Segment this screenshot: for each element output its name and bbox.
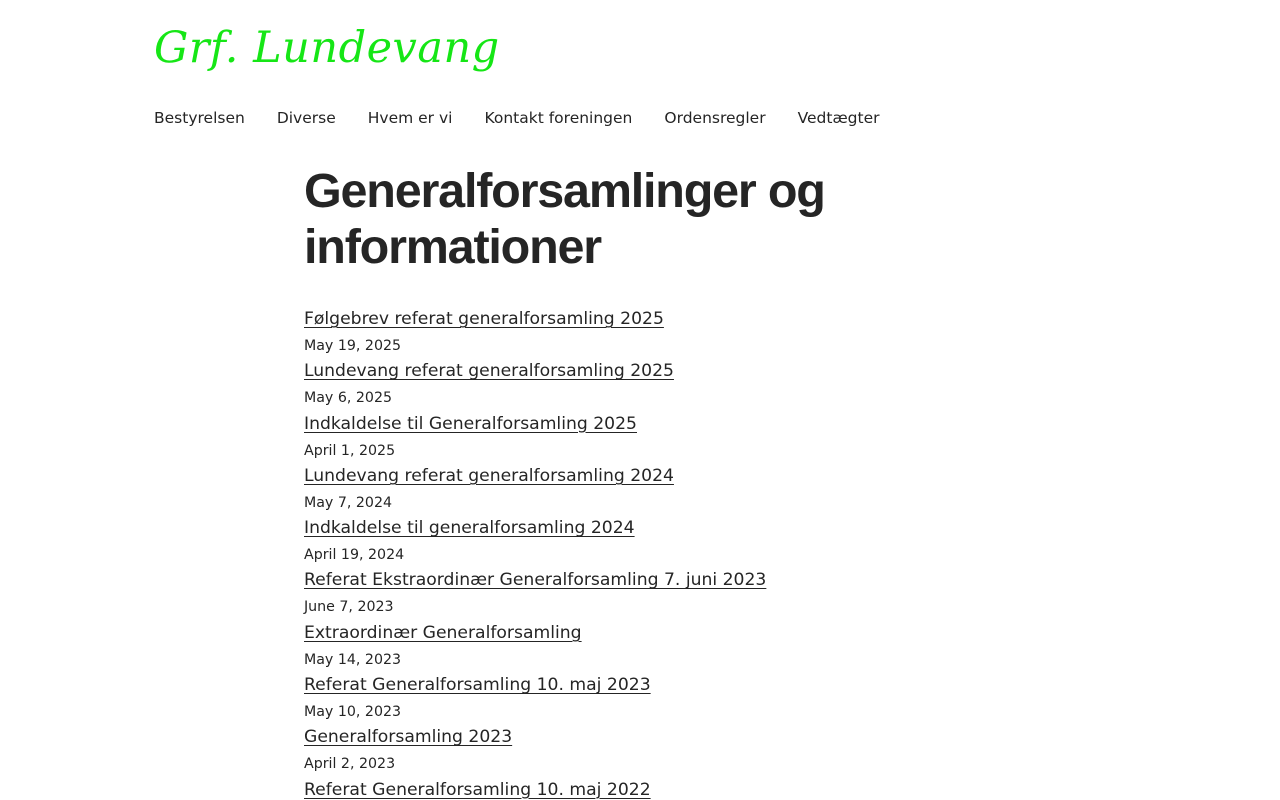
post-date: April 1, 2025: [304, 442, 396, 459]
post-link[interactable]: Referat Generalforsamling 10. maj 2023: [304, 675, 651, 696]
post-item: [304, 619, 766, 671]
nav-item: [664, 107, 765, 129]
post-item: [304, 305, 766, 357]
nav-link-vedtaegter[interactable]: Vedtægter: [797, 109, 880, 127]
post-item: [304, 776, 766, 800]
post-date: May 7, 2024: [304, 494, 392, 511]
nav-link-diverse[interactable]: Diverse: [276, 109, 336, 127]
post-date: April 19, 2024: [304, 547, 405, 564]
post-item: [304, 514, 766, 566]
nav-item: [277, 107, 336, 129]
nav-link-bestyrelsen[interactable]: Bestyrelsen: [154, 109, 245, 127]
main-navigation: [154, 107, 880, 129]
post-item: [304, 566, 766, 618]
page-title: Generalforsamlinger og informationer: [304, 164, 825, 274]
post-date: April 2, 2023: [304, 756, 396, 773]
post-item: [304, 357, 766, 409]
nav-link-kontakt-foreningen[interactable]: Kontakt foreningen: [484, 109, 633, 127]
nav-link-hvem-er-vi[interactable]: Hvem er vi: [367, 109, 453, 127]
nav-item: [368, 107, 453, 129]
post-link[interactable]: Indkaldelse til Generalforsamling 2025: [304, 413, 637, 434]
post-date: June 7, 2023: [304, 599, 394, 616]
post-link[interactable]: Extraordinær Generalforsamling: [304, 622, 582, 643]
post-item: [304, 462, 766, 514]
post-link[interactable]: Indkaldelse til generalforsamling 2024: [304, 518, 635, 539]
post-link[interactable]: Lundevang referat generalforsamling 2024: [304, 465, 674, 486]
post-date: May 14, 2023: [304, 651, 402, 668]
post-link[interactable]: Lundevang referat generalforsamling 2025: [304, 361, 674, 382]
post-link[interactable]: Følgebrev referat generalforsamling 2025: [304, 309, 664, 329]
post-date: May 19, 2025: [304, 338, 402, 354]
site-title[interactable]: Grf. Lundevang: [154, 23, 500, 73]
post-date: May 10, 2023: [304, 704, 402, 721]
post-link[interactable]: Referat Generalforsamling 10. maj 2022: [304, 779, 651, 800]
post-item: [304, 671, 766, 723]
post-item: [304, 723, 766, 775]
post-link[interactable]: Referat Ekstraordinær Generalforsamling 7. juni 2023: [304, 570, 767, 591]
nav-item: [484, 107, 632, 129]
post-link[interactable]: Generalforsamling 2023: [304, 727, 513, 748]
nav-link-ordensregler[interactable]: Ordensregler: [664, 109, 766, 127]
post-item: [304, 410, 766, 462]
nav-item: [154, 107, 245, 129]
post-list: [304, 305, 766, 800]
post-date: May 6, 2025: [304, 390, 392, 407]
nav-item: [798, 107, 880, 129]
